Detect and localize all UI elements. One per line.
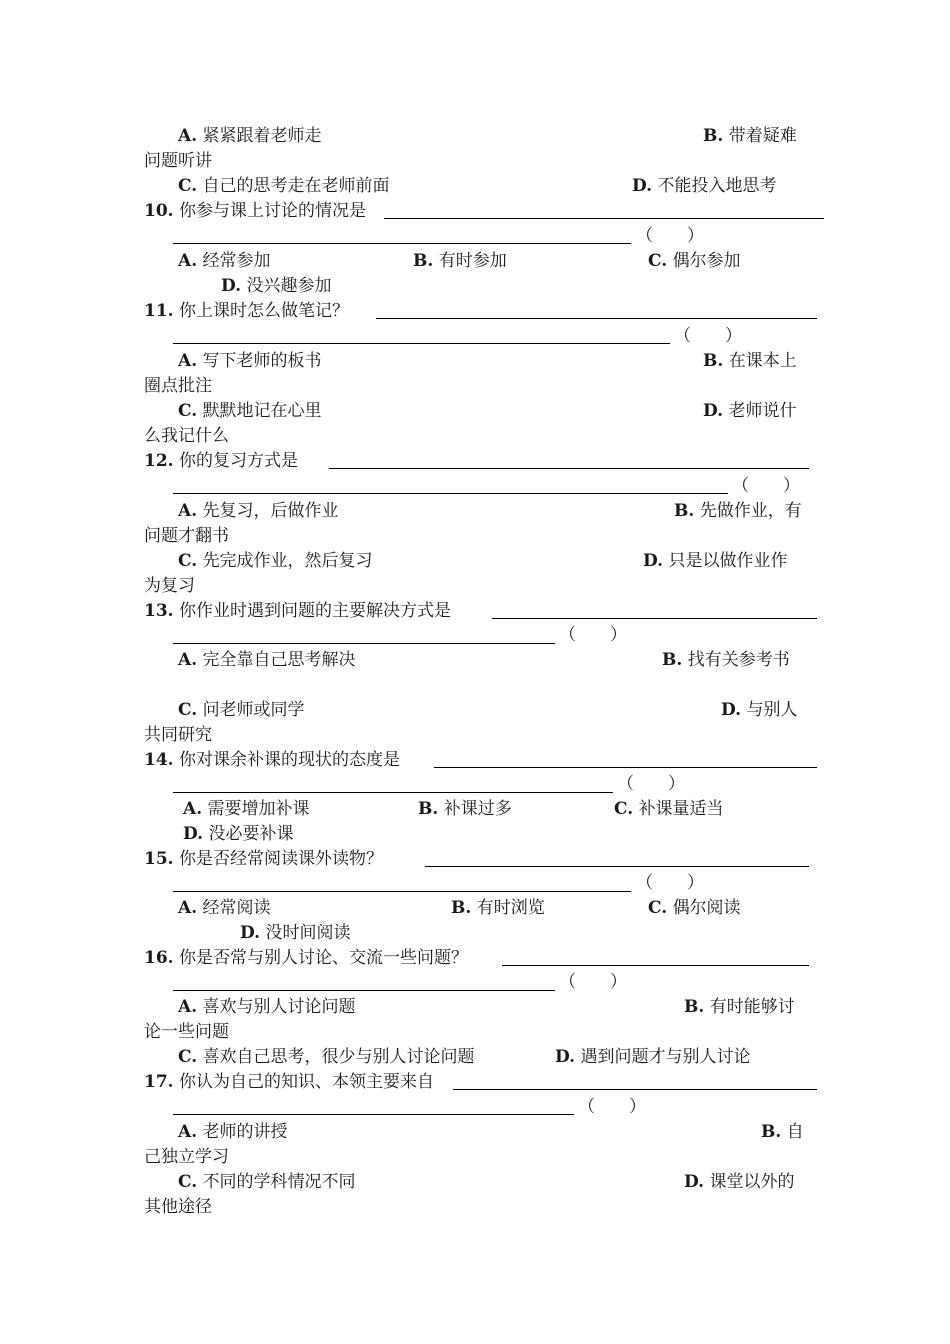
option-d: D. 遇到问题才与别人讨论 (555, 1047, 751, 1067)
option-c: C. 先完成作业，然后复习 (178, 551, 373, 571)
answer-parenthesis: （ ） (732, 476, 800, 496)
answer-parenthesis: （ ） (559, 972, 627, 992)
answer-line (329, 468, 809, 469)
option-d: D. 与别人 (721, 700, 798, 720)
option-d: D. 没兴趣参加 (221, 276, 332, 296)
answer-line (173, 792, 613, 793)
answer-parenthesis: （ ） (578, 1097, 646, 1117)
option-a: A. 需要增加补课 (183, 799, 310, 819)
option-b-continued: 论一些问题 (144, 1022, 229, 1042)
option-c: C. 喜欢自己思考，很少与别人讨论问题 (178, 1047, 475, 1067)
question-16: 16. 你是否常与别人讨论、交流一些问题？ (144, 948, 468, 968)
option-d-continued: 其他途径 (144, 1197, 212, 1217)
answer-parenthesis: （ ） (559, 625, 627, 645)
option-d: D. 没必要补课 (183, 824, 294, 844)
option-d-continued: 共同研究 (144, 725, 212, 745)
answer-parenthesis: （ ） (674, 326, 742, 346)
option-d: D. 课堂以外的 (684, 1172, 795, 1192)
option-b: B. 有时参加 (413, 251, 507, 271)
option-d: D. 老师说什 (703, 401, 797, 421)
answer-line (453, 1089, 817, 1090)
question-17: 17. 你认为自己的知识、本领主要来自 (144, 1072, 434, 1092)
option-a: A. 写下老师的板书 (178, 351, 322, 371)
option-b-continued: 问题才翻书 (144, 526, 229, 546)
answer-line (173, 343, 670, 344)
option-a: A. 经常参加 (178, 251, 271, 271)
option-d: D. 不能投入地思考 (632, 176, 777, 196)
answer-line (376, 318, 817, 319)
answer-line (173, 493, 728, 494)
option-d: D. 没时间阅读 (240, 923, 351, 943)
option-c: C. 偶尔阅读 (648, 898, 741, 918)
option-a: A. 经常阅读 (178, 898, 271, 918)
option-c: C. 问老师或同学 (178, 700, 305, 720)
answer-line (384, 218, 824, 219)
answer-line (173, 243, 631, 244)
question-12: 12. 你的复习方式是 (144, 451, 298, 471)
option-c: C. 自己的思考走在老师前面 (178, 176, 390, 196)
option-b: B. 带着疑难 (703, 126, 797, 146)
option-a: A. 先复习，后做作业 (178, 501, 339, 521)
option-a: A. 老师的讲授 (178, 1122, 288, 1142)
answer-line (173, 1114, 574, 1115)
option-a: A. 紧紧跟着老师走 (178, 126, 322, 146)
option-b: B. 补课过多 (418, 799, 512, 819)
option-d: D. 只是以做作业作 (643, 551, 788, 571)
option-c: C. 默默地记在心里 (178, 401, 322, 421)
option-c: C. 不同的学科情况不同 (178, 1172, 356, 1192)
option-b: B. 先做作业，有 (674, 501, 802, 521)
option-a: A. 喜欢与别人讨论问题 (178, 997, 356, 1017)
question-11: 11. 你上课时怎么做笔记？ (144, 301, 349, 321)
question-14: 14. 你对课余补课的现状的态度是 (144, 750, 400, 770)
option-b-continued: 圈点批注 (144, 376, 212, 396)
option-c: C. 偶尔参加 (648, 251, 741, 271)
answer-line (173, 891, 631, 892)
question-10: 10. 你参与课上讨论的情况是 (144, 201, 366, 221)
option-b: B. 有时浏览 (451, 898, 545, 918)
option-b: B. 找有关参考书 (662, 650, 790, 670)
option-b: B. 在课本上 (703, 351, 797, 371)
option-b-continued: 己独立学习 (144, 1147, 229, 1167)
option-b: B. 有时能够讨 (684, 997, 795, 1017)
answer-line (173, 990, 555, 991)
option-c: C. 补课量适当 (614, 799, 724, 819)
option-d-continued: 么我记什么 (144, 426, 229, 446)
question-13: 13. 你作业时遇到问题的主要解决方式是 (144, 601, 451, 621)
answer-parenthesis: （ ） (636, 226, 704, 246)
question-15: 15. 你是否经常阅读课外读物？ (144, 849, 383, 869)
option-d-continued: 为复习 (144, 576, 195, 596)
option-a: A. 完全靠自己思考解决 (178, 650, 356, 670)
answer-line (425, 866, 809, 867)
answer-parenthesis: （ ） (636, 873, 704, 893)
answer-line (173, 643, 555, 644)
answer-line (434, 767, 817, 768)
answer-line (492, 618, 817, 619)
answer-line (502, 965, 809, 966)
option-b-continued: 问题听讲 (144, 151, 212, 171)
answer-parenthesis: （ ） (617, 774, 685, 794)
option-b: B. 自 (761, 1122, 804, 1142)
